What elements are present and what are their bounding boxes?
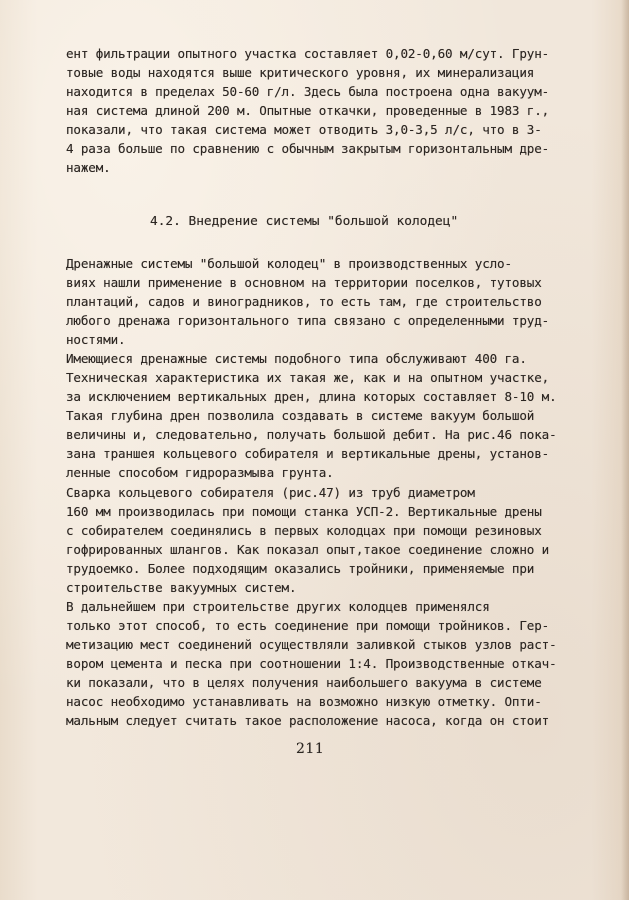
text-line: Сварка кольцевого собирателя (рис.47) из труб диаметром bbox=[66, 485, 475, 500]
page-edge-shadow bbox=[621, 0, 629, 900]
text-line: за исключением вертикальных дрен, длина которых составляет 8-10 м. bbox=[66, 389, 557, 404]
text-line: 160 мм производилась при помощи станка УСП-2. Вертикальные дрены bbox=[66, 504, 542, 519]
text-line: Имеющиеся дренажные системы подобного типа обслуживают 400 га. bbox=[66, 351, 527, 366]
section-heading: 4.2. Внедрение системы "большой колодец" bbox=[150, 214, 459, 229]
text-line: ленные способом гидроразмыва грунта. bbox=[66, 465, 334, 480]
text-line: насос необходимо устанавливать на возможно низкую отметку. Опти- bbox=[66, 694, 542, 709]
text-line: 4 раза больше по сравнению с обычным закрытым горизонтальным дре- bbox=[66, 141, 550, 156]
text-line: трудоемко. Более подходящим оказались тройники, применяемые при bbox=[66, 561, 535, 576]
text-line: любого дренажа горизонтального типа связано с определенными труд- bbox=[66, 313, 550, 328]
text-line: нажем. bbox=[66, 160, 111, 175]
page-number: 211 bbox=[296, 741, 325, 757]
text-line: мальным следует считать такое расположение насоса, когда он стоит bbox=[66, 713, 550, 728]
text-line: только этот способ, то есть соединение при помощи тройников. Гер- bbox=[66, 618, 550, 633]
text-line: виях нашли применение в основном на территории поселков, тутовых bbox=[66, 275, 542, 290]
text-line: В дальнейшем при строительстве других колодцев применялся bbox=[66, 599, 490, 614]
text-line: плантаций, садов и виноградников, то есть там, где строительство bbox=[66, 294, 542, 309]
text-line: товые воды находятся выше критического уровня, их минерализация bbox=[66, 65, 535, 80]
text-line: с собирателем соединялись в первых колодцах при помощи резиновых bbox=[66, 523, 542, 538]
text-line: метизацию мест соединений осуществляли заливкой стыков узлов раст- bbox=[66, 637, 557, 652]
text-line: ностями. bbox=[66, 332, 126, 347]
text-line: гофрированных шлангов. Как показал опыт,такое соединение сложно и bbox=[66, 542, 550, 557]
text-line: Дренажные системы "большой колодец" в производственных усло- bbox=[66, 256, 512, 271]
text-line: Такая глубина дрен позволила создавать в системе вакуум большой bbox=[66, 408, 535, 423]
text-line: находится в пределах 50-60 г/л. Здесь была построена одна вакуум- bbox=[66, 84, 550, 99]
text-line: показали, что такая система может отводить 3,0-3,5 л/с, что в 3- bbox=[66, 122, 542, 137]
text-line: зана траншея кольцевого собирателя и вертикальные дрены, установ- bbox=[66, 446, 550, 461]
text-line: ная система длиной 200 м. Опытные откачки, проведенные в 1983 г., bbox=[66, 103, 550, 118]
text-line: Техническая характеристика их такая же, как и на опытном участке, bbox=[66, 370, 550, 385]
text-line: строительстве вакуумных систем. bbox=[66, 580, 297, 595]
text-line: вором цемента и песка при соотношении 1:4. Производственные откач- bbox=[66, 656, 557, 671]
text-line: ки показали, что в целях получения наибольшего вакуума в системе bbox=[66, 675, 542, 690]
text-line: величины и, следовательно, получать большой дебит. На рис.46 пока- bbox=[66, 427, 557, 442]
text-line: ент фильтрации опытного участка составляет 0,02-0,60 м/сут. Грун- bbox=[66, 46, 550, 61]
